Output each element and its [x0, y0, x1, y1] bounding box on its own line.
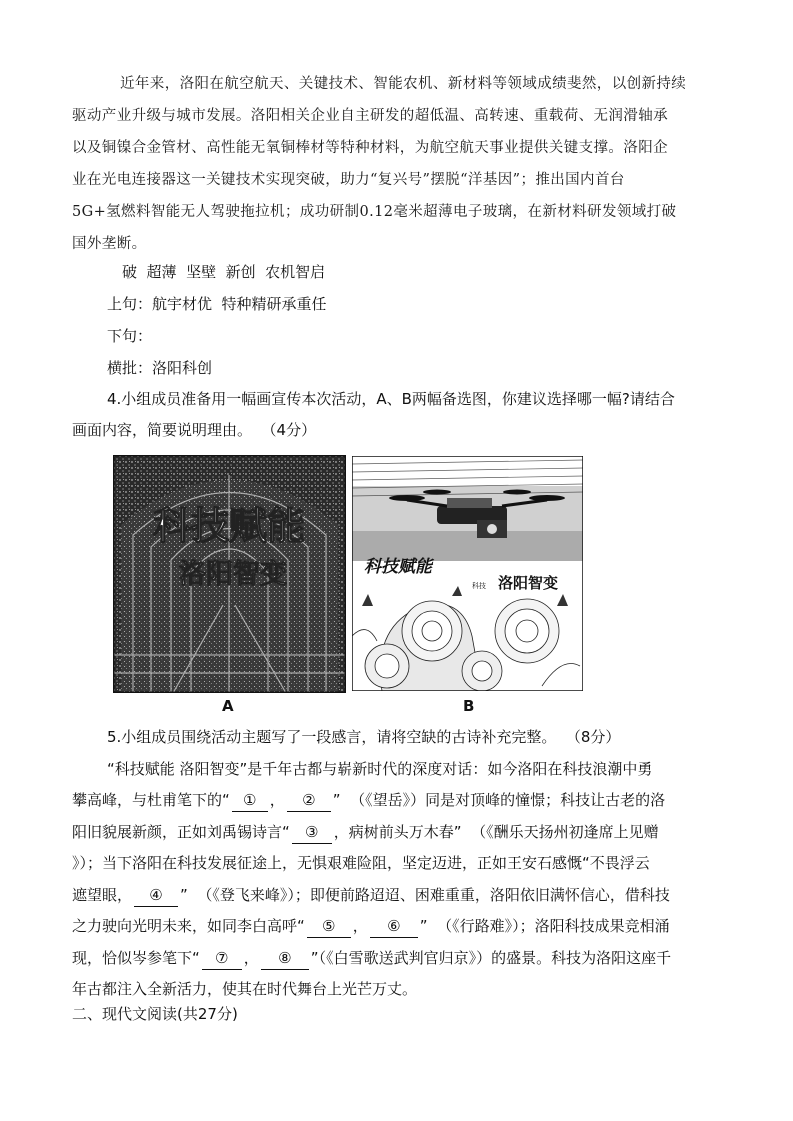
question-5-intro: 5.小组成员围绕活动主题写了一段感言，请将空缺的古诗补充完整。 （8分）: [107, 728, 621, 746]
image-b-caption: B: [463, 697, 475, 715]
passage-line: 驱动产业升级与城市发展。洛阳相关企业自主研发的超低温、高转速、重载荷、无润滑轴承: [72, 108, 668, 124]
couplet-lower-line: 下句：: [107, 327, 153, 345]
question-5-line: “科技赋能 洛阳智变”是千年古都与崭新时代的深度对话：如今洛阳在科技浪潮中勇: [107, 759, 653, 778]
question-5-line: 年古都注入全新活力，使其在时代舞台上光芒万丈。: [72, 980, 418, 998]
poster-a-title: 科技赋能: [152, 504, 306, 548]
couplet-horizontal-line: 横批：洛阳科创: [107, 359, 213, 377]
passage-line: 国外垄断。: [72, 236, 147, 252]
question-5: [72, 722, 732, 1006]
question-5-line: 现，恰似岑参笔下“ ⑦ ， ⑧ ”（《白雪歌送武判官归京》）的盛景。科技为洛阳这座千: [72, 943, 732, 975]
poem-blank-1: ①: [232, 789, 268, 812]
question-4-line1: 4.小组成员准备用一幅画宣传本次活动，A、B两幅备选图，你建议选择哪一幅?请结合: [107, 390, 675, 408]
passage-line: 以及铜镍合金管材、高性能无氧铜棒材等特种材料，为航空航天事业提供关键支撑。洛阳企: [72, 140, 668, 156]
image-a-caption: A: [222, 697, 234, 715]
passage-paragraph: [72, 68, 722, 260]
question-5-line: 阳旧貌展新颜，正如刘禹锡诗言“ ③ ，病树前头万木春” （《酬乐天扬州初逢席上见赠: [72, 817, 732, 849]
poem-blank-2: ②: [287, 789, 331, 812]
passage-line: 5G+氢燃料智能无人驾驶拖拉机；成功研制0.12毫米超薄电子玻璃，在新材料研发领域打破: [72, 204, 677, 220]
poster-b-title: 科技赋能: [364, 557, 432, 577]
poem-blank-6: ⑥: [370, 915, 418, 938]
passage-line: 近年来，洛阳在航空航天、关键技术、智能农机、新材料等领域成绩斐然，以创新持续: [120, 76, 687, 92]
question-4-line2: 画面内容，简要说明理由。 （4分）: [72, 421, 317, 439]
question-5-line: 之力驶向光明未来，如同李白高呼“ ⑤ ， ⑥ ” （《行路难》）；洛阳科技成果竞相涌: [72, 911, 732, 943]
poster-b-graphic: [352, 456, 583, 691]
poster-image-b: [352, 456, 583, 691]
couplet-upper-line: 上句：航宇材优 特种精研承重任: [107, 295, 327, 313]
poster-a-subtitle: 洛阳智变: [179, 559, 287, 590]
question-5-line: 攀高峰，与杜甫笔下的“ ① ， ② ” （《望岳》）同是对顶峰的憧憬；科技让古老的洛: [72, 785, 732, 817]
question-5-line: 》）；当下洛阳在科技发展征途上，无惧艰难险阻，坚定迈进，正如王安石感慨“不畏浮云: [72, 854, 650, 872]
couplet-word-list: 破 超薄 坚壁 新创 农机智启: [122, 263, 326, 281]
poem-blank-5: ⑤: [307, 915, 351, 938]
poster-b-prefix: 科技: [472, 582, 486, 590]
section-heading: 二、现代文阅读(共27分): [72, 1005, 238, 1023]
question-5-line: 遮望眼， ④ ” （《登飞来峰》）；即便前路迢迢、困难重重，洛阳依旧满怀信心，借科技: [72, 880, 732, 912]
poem-blank-7: ⑦: [202, 947, 242, 970]
poem-blank-3: ③: [292, 821, 332, 844]
poster-a-graphic: [113, 455, 346, 693]
poster-image-a: [113, 455, 346, 693]
poster-b-subtitle: 洛阳智变: [498, 574, 559, 592]
poem-blank-8: ⑧: [261, 947, 309, 970]
passage-line: 业在光电连接器这一关键技术实现突破，助力“复兴号”摆脱“洋基因”；推出国内首台: [72, 172, 625, 188]
poem-blank-4: ④: [134, 884, 178, 907]
